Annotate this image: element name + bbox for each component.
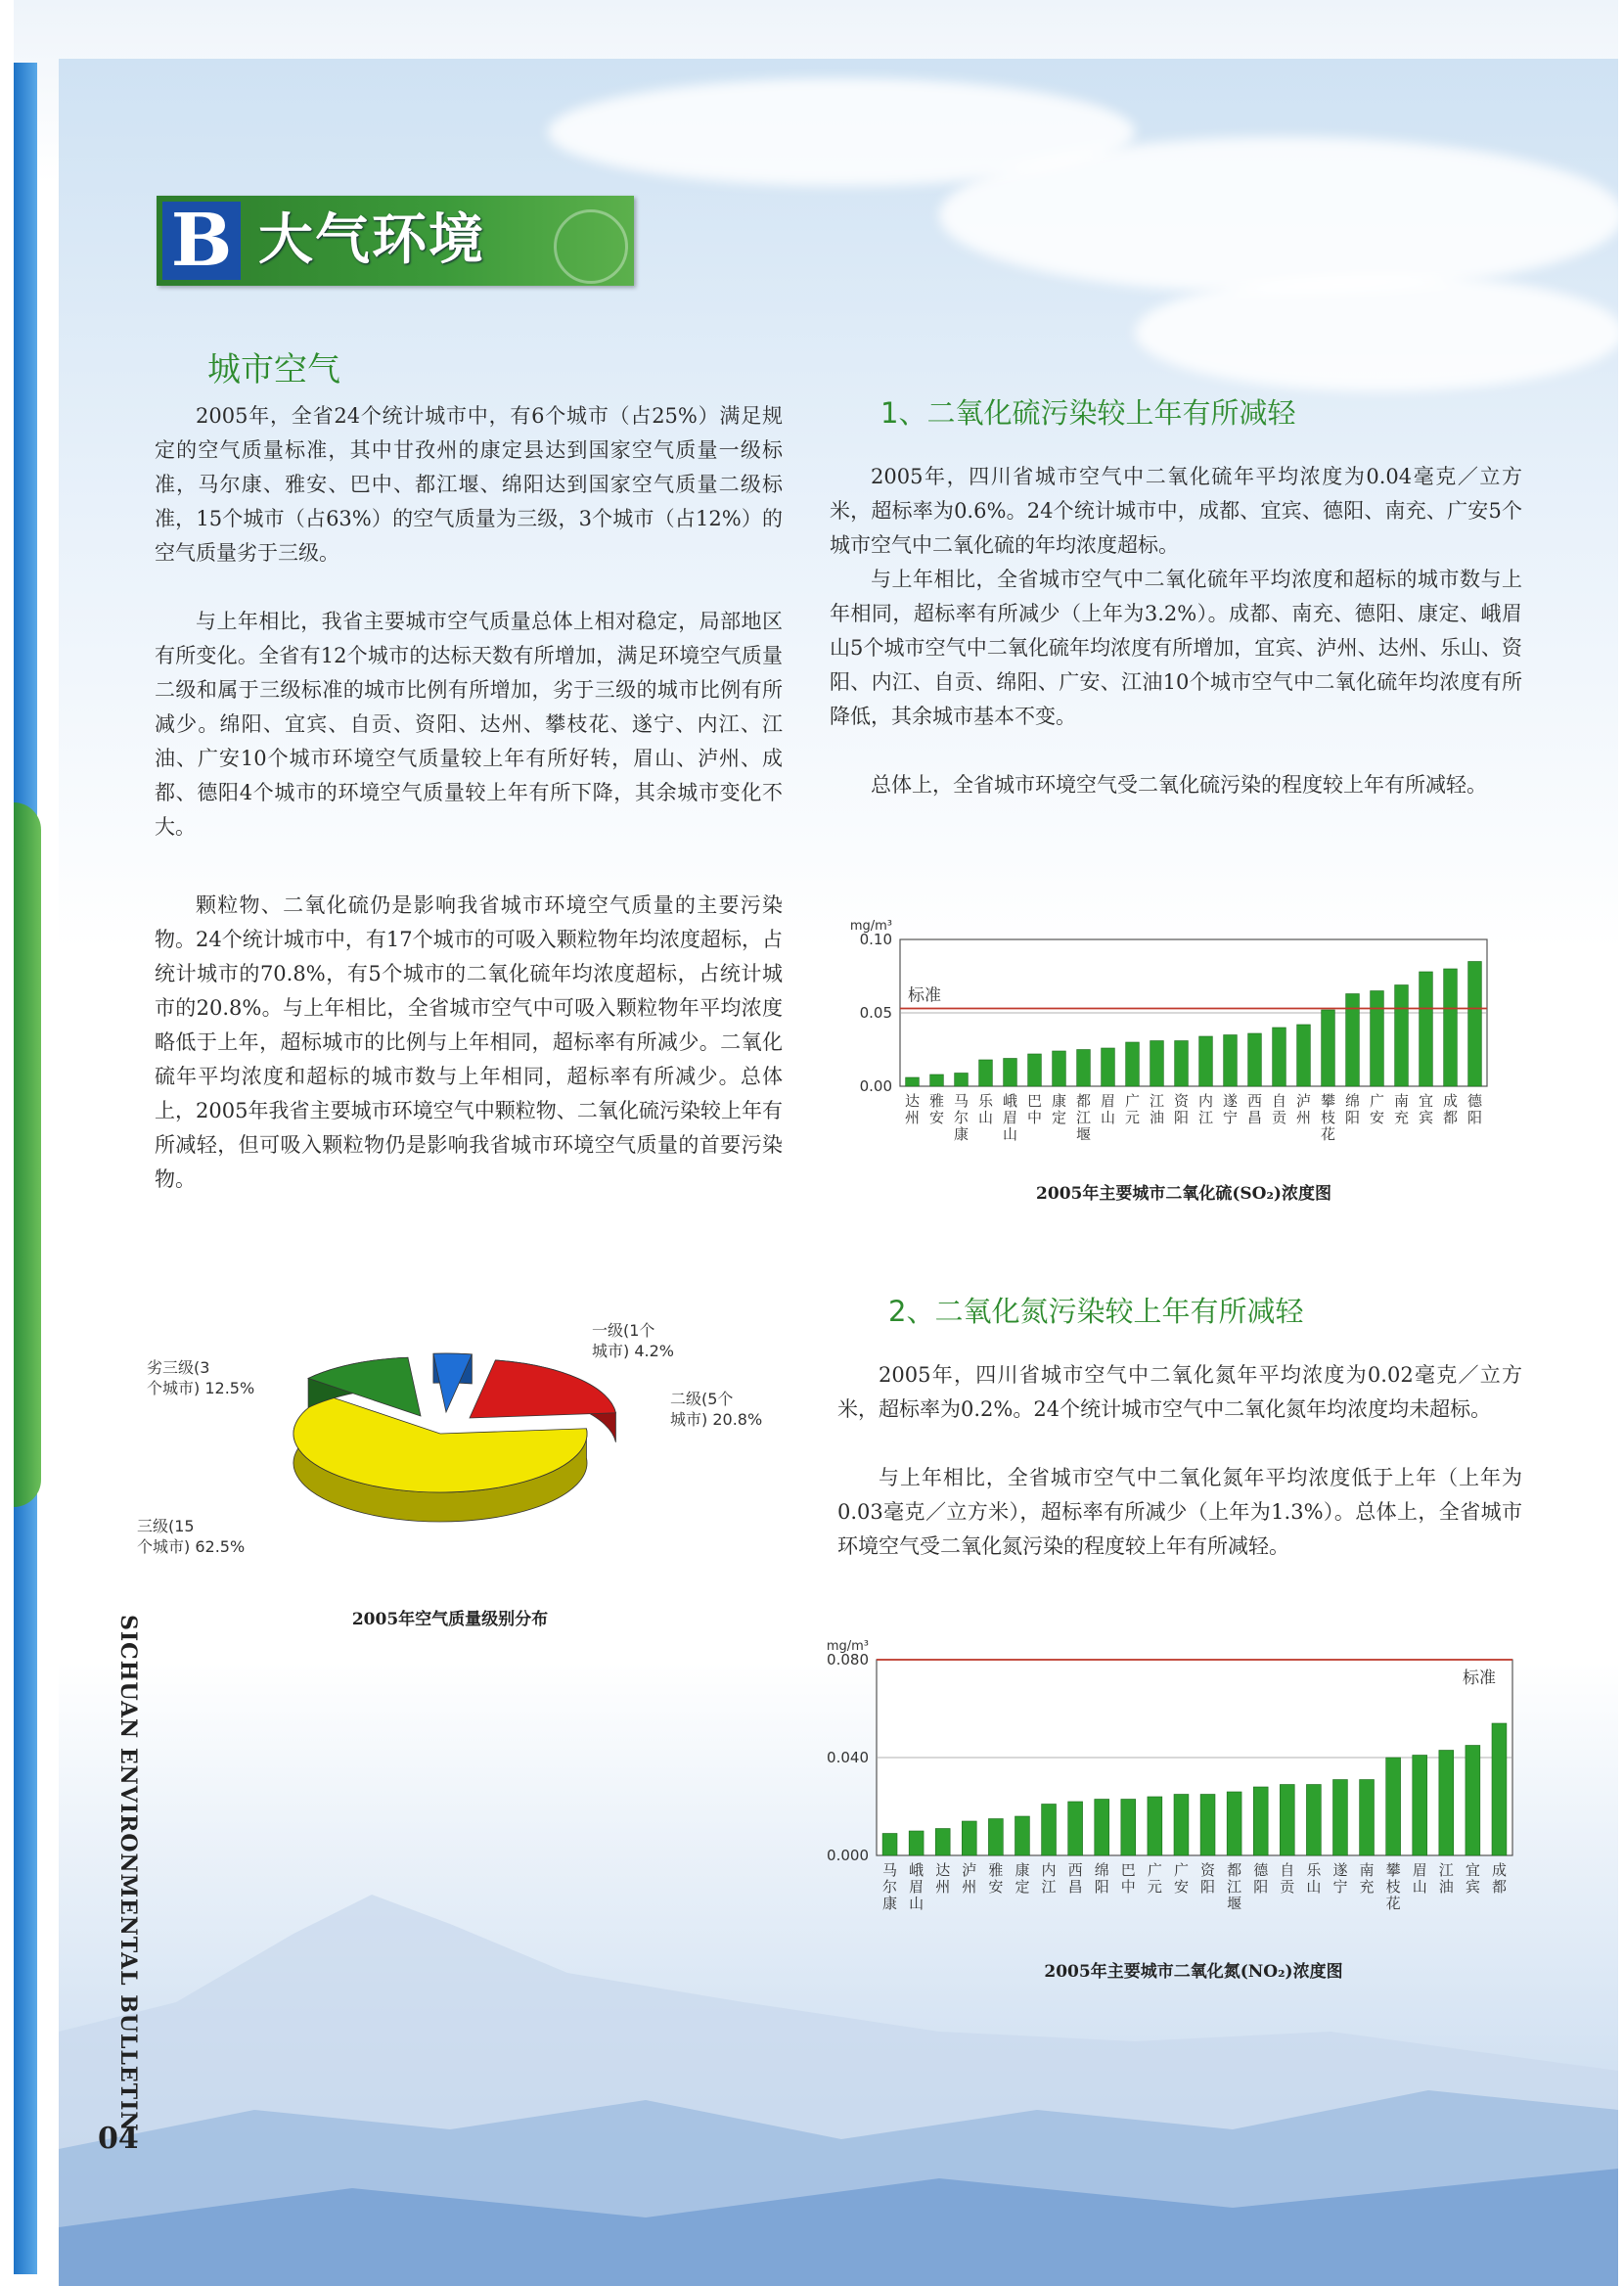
x-tick-label: 宁 <box>1332 1878 1348 1896</box>
bar <box>988 1819 1003 1856</box>
x-tick-label: 安 <box>988 1878 1004 1896</box>
x-tick-label: 南 <box>1359 1861 1375 1879</box>
x-tick-label: 峨 <box>1002 1092 1018 1110</box>
x-tick-label: 马 <box>882 1861 898 1879</box>
no2-paragraph-1: 2005年，四川省城市空气中二氧化氮年平均浓度为0.02毫克／立方米，超标率为0.2%。24个统计城市空气中二氧化氮年均浓度均未超标。 <box>837 1363 1522 1421</box>
x-tick-label: 达 <box>935 1861 951 1879</box>
x-tick-label: 山 <box>1412 1878 1427 1896</box>
x-tick-label: 雅 <box>988 1861 1004 1879</box>
x-tick-label: 江 <box>1438 1861 1454 1879</box>
bar <box>1306 1785 1321 1856</box>
bar <box>1150 1041 1164 1087</box>
x-tick-label: 广 <box>1147 1861 1162 1879</box>
bar <box>1004 1059 1017 1087</box>
x-tick-label: 都 <box>1442 1109 1459 1126</box>
bar <box>1199 1036 1213 1086</box>
bar <box>1174 1795 1189 1856</box>
pie-chart-caption: 2005年空气质量级别分布 <box>351 1610 549 1629</box>
bar <box>1297 1025 1311 1086</box>
bar <box>1444 969 1458 1086</box>
chapter-header <box>157 196 634 286</box>
page-number: 04 <box>98 2122 139 2156</box>
x-tick-label: 都 <box>1491 1878 1507 1896</box>
x-tick-label: 尔 <box>953 1109 970 1126</box>
x-tick-label: 眉 <box>909 1878 925 1896</box>
x-tick-label: 贡 <box>1280 1878 1295 1896</box>
so2-heading: 1、二氧化硫污染较上年有所减轻 <box>880 396 1296 430</box>
x-tick-label: 自 <box>1280 1861 1295 1879</box>
pie-slice-label: 城市) 20.8% <box>670 1410 763 1429</box>
x-tick-label: 都 <box>1075 1092 1092 1110</box>
x-tick-label: 内 <box>1041 1861 1057 1879</box>
x-tick-label: 成 <box>1491 1861 1507 1879</box>
x-tick-label: 宜 <box>1465 1861 1480 1879</box>
bar <box>1248 1033 1262 1086</box>
x-tick-label: 眉 <box>1100 1092 1116 1110</box>
bar <box>1102 1048 1115 1086</box>
bar <box>1322 1010 1335 1086</box>
x-tick-label: 康 <box>882 1895 898 1912</box>
so2-chart-caption: 2005年主要城市二氧化硫(SO₂)浓度图 <box>1036 1184 1331 1204</box>
x-tick-label: 州 <box>904 1109 921 1126</box>
chapter-title: 大气环境 <box>258 208 485 272</box>
x-tick-label: 阳 <box>1200 1878 1216 1896</box>
bar <box>1015 1816 1030 1855</box>
x-tick-label: 花 <box>1385 1895 1401 1912</box>
bar <box>906 1077 920 1086</box>
pie-slice-label: 城市) 4.2% <box>592 1342 674 1360</box>
bar <box>1333 1780 1348 1856</box>
left-paragraph-2: 与上年相比，我省主要城市空气质量总体上相对稳定，局部地区有所变化。全省有12个城市的达标天数有所增加，满足环境空气质量二级和属于三级标准的城市比例有所增加，劣于三级的城市比例有所减少。绵阳、宜宾、自贡、资阳、达州、攀枝花、遂宁、内江、江油、广安10个城市环境空气质量较上年有所好转，眉山、泸州、成都、德阳4个城市的环境空气质量较上年有所下降，其余城市变化不大。 <box>155 610 783 839</box>
x-tick-label: 攀 <box>1385 1861 1401 1879</box>
x-tick-label: 昌 <box>1246 1109 1263 1126</box>
x-tick-label: 广 <box>1124 1092 1141 1110</box>
bar <box>1227 1792 1241 1855</box>
left-paragraph-3: 颗粒物、二氧化硫仍是影响我省城市环境空气质量的主要污染物。24个统计城市中，有17个城市的可吸入颗粒物年均浓度超标，占统计城市的70.8%，有5个城市的二氧化硫年均浓度超标，占统计城市的20.8%。与上年相比，全省城市空气中可吸入颗粒物年平均浓度略低于上年，超标城市的比例与上年相同，超标率有所减少。二氧化硫年平均浓度和超标的城市数与上年相同，超标率有所减少。总体上，2005年我省主要城市环境空气中颗粒物、二氧化硫污染较上年有所减轻，但可吸入颗粒物仍是影响我省城市环境空气质量的首要污染物。 <box>155 893 783 1191</box>
x-tick-label: 眉 <box>1412 1861 1427 1879</box>
bar <box>930 1074 944 1086</box>
bar <box>955 1074 969 1087</box>
y-tick-label: 0.00 <box>859 1077 892 1095</box>
x-tick-label: 康 <box>1015 1861 1030 1879</box>
so2-paragraph-1: 2005年，四川省城市空气中二氧化硫年平均浓度为0.04毫克／立方米，超标率为0.6%。24个统计城市中，成都、宜宾、德阳、南充、广安5个城市空气中二氧化硫的年均浓度超标。 <box>830 465 1522 557</box>
x-tick-label: 广 <box>1369 1092 1385 1110</box>
x-tick-label: 阳 <box>1466 1109 1483 1126</box>
bar <box>1466 1746 1480 1856</box>
bar <box>1439 1751 1454 1856</box>
pie-slice-label: 劣三级(3 <box>147 1358 210 1377</box>
x-tick-label: 江 <box>1149 1092 1165 1110</box>
y-tick-label: 0.040 <box>827 1749 869 1766</box>
x-tick-label: 元 <box>1147 1878 1162 1896</box>
y-unit-label: mg/m³ <box>826 1639 869 1654</box>
bar <box>1095 1800 1109 1856</box>
section-title: 城市空气 <box>207 350 340 389</box>
x-tick-label: 广 <box>1173 1861 1189 1879</box>
x-tick-label: 宜 <box>1418 1092 1434 1110</box>
bar <box>1068 1802 1083 1855</box>
x-tick-label: 州 <box>1295 1109 1312 1126</box>
bar <box>882 1834 897 1856</box>
pie-slice-group <box>433 1353 472 1412</box>
bar <box>962 1821 976 1855</box>
bar <box>1042 1805 1057 1856</box>
x-tick-label: 峨 <box>909 1861 925 1879</box>
x-tick-label: 山 <box>977 1109 994 1126</box>
y-tick-label: 0.080 <box>827 1651 869 1669</box>
x-tick-label: 巴 <box>1120 1861 1136 1879</box>
x-tick-label: 阳 <box>1173 1109 1190 1126</box>
bar <box>1224 1035 1238 1087</box>
x-tick-label: 花 <box>1320 1125 1336 1143</box>
x-tick-label: 德 <box>1466 1092 1483 1110</box>
x-tick-label: 阳 <box>1253 1878 1269 1896</box>
x-tick-label: 马 <box>953 1092 970 1110</box>
y-tick-label: 0.05 <box>859 1004 892 1022</box>
standard-label: 标准 <box>1463 1669 1496 1688</box>
x-tick-label: 遂 <box>1332 1861 1348 1879</box>
so2-paragraph-3: 总体上，全省城市环境空气受二氧化硫污染的程度较上年有所减轻。 <box>871 773 1487 797</box>
x-tick-label: 康 <box>1051 1092 1067 1110</box>
x-tick-label: 贡 <box>1271 1109 1287 1126</box>
side-running-title: SICHUAN ENVIRONMENTAL BULLETIN <box>115 1615 141 2132</box>
y-unit-label: mg/m³ <box>849 919 892 934</box>
x-tick-label: 堰 <box>1227 1895 1242 1912</box>
chapter-letter: B <box>162 202 241 280</box>
bar <box>1273 1028 1286 1086</box>
so2-bar-chart <box>832 900 1516 1184</box>
bar <box>1395 985 1409 1087</box>
y-tick-label: 0.000 <box>827 1847 869 1864</box>
x-tick-label: 资 <box>1173 1092 1190 1110</box>
x-tick-label: 充 <box>1393 1109 1410 1126</box>
x-tick-label: 充 <box>1359 1878 1375 1896</box>
bar <box>1028 1054 1042 1086</box>
standard-label: 标准 <box>908 985 941 1006</box>
x-tick-label: 西 <box>1067 1861 1083 1879</box>
bar <box>1468 962 1482 1087</box>
x-tick-label: 乐 <box>977 1092 994 1110</box>
bar <box>1386 1758 1401 1855</box>
x-tick-label: 内 <box>1197 1092 1214 1110</box>
x-tick-label: 山 <box>1100 1109 1116 1126</box>
x-tick-label: 西 <box>1246 1092 1263 1110</box>
left-paragraph-1: 2005年，全省24个统计城市中，有6个城市（占25%）满足规定的空气质量标准，其中甘孜州的康定县达到国家空气质量一级标准，马尔康、雅安、巴中、都江堰、绵阳达到国家空气质量二级标准，15个城市（占63%）的空气质量为三级，3个城市（占12%）的空气质量劣于三级。 <box>155 404 783 565</box>
x-tick-label: 昌 <box>1067 1878 1083 1896</box>
x-tick-label: 遂 <box>1222 1092 1239 1110</box>
bar <box>1121 1800 1136 1856</box>
x-tick-label: 元 <box>1124 1109 1141 1126</box>
y-tick-label: 0.10 <box>859 931 892 948</box>
x-tick-label: 宾 <box>1418 1109 1434 1126</box>
x-tick-label: 尔 <box>882 1878 898 1896</box>
so2-paragraph-2: 与上年相比，全省城市空气中二氧化硫年平均浓度和超标的城市数与上年相同，超标率有所减少（上年为3.2%）。成都、南充、德阳、康定、峨眉山5个城市空气中二氧化硫年均浓度有所增加，宜宾、泸州、达州、乐山、资阳、内江、自贡、绵阳、广安、江油10个城市空气中二氧化硫年均浓度有所降低，其余城市基本不变。 <box>830 568 1522 728</box>
x-tick-label: 雅 <box>928 1092 945 1110</box>
x-tick-label: 眉 <box>1002 1109 1018 1126</box>
bar <box>1371 991 1384 1087</box>
x-tick-label: 成 <box>1442 1092 1459 1110</box>
x-tick-label: 绵 <box>1344 1092 1361 1110</box>
x-tick-label: 枝 <box>1320 1109 1336 1126</box>
x-tick-label: 山 <box>1306 1878 1322 1896</box>
quality-pie-chart <box>137 1306 812 1580</box>
x-tick-label: 巴 <box>1026 1092 1043 1110</box>
pie-slice-label: 个城市) 62.5% <box>137 1537 246 1556</box>
x-tick-label: 定 <box>1051 1109 1067 1126</box>
x-tick-label: 山 <box>909 1895 925 1912</box>
bar <box>1413 1756 1427 1856</box>
bar <box>1077 1050 1091 1087</box>
x-tick-label: 州 <box>935 1878 951 1896</box>
bar <box>1280 1785 1294 1856</box>
x-tick-label: 南 <box>1393 1092 1410 1110</box>
pie-slice-label: 二级(5个 <box>670 1390 734 1408</box>
bar <box>909 1831 924 1855</box>
x-tick-label: 德 <box>1253 1861 1269 1879</box>
pie-slice-label: 一级(1个 <box>592 1321 655 1340</box>
bar <box>1126 1042 1140 1086</box>
x-tick-label: 都 <box>1227 1861 1242 1879</box>
bar <box>979 1060 993 1086</box>
x-tick-label: 油 <box>1149 1109 1165 1126</box>
x-tick-label: 中 <box>1120 1878 1136 1896</box>
x-tick-label: 攀 <box>1320 1092 1336 1110</box>
x-tick-label: 江 <box>1227 1878 1242 1896</box>
no2-paragraph-2: 与上年相比，全省城市空气中二氧化氮年平均浓度低于上年（上年为0.03毫克／立方米），超标率有所减少（上年为1.3%）。总体上，全省城市环境空气受二氧化氮污染的程度较上年有所减轻。 <box>837 1466 1522 1558</box>
globe-icon <box>554 209 628 284</box>
x-tick-label: 枝 <box>1385 1878 1401 1896</box>
x-tick-label: 宁 <box>1222 1109 1239 1126</box>
x-tick-label: 达 <box>904 1092 921 1110</box>
left-green-accent <box>14 802 41 1507</box>
x-tick-label: 资 <box>1200 1861 1216 1879</box>
x-tick-label: 安 <box>1173 1878 1189 1896</box>
x-tick-label: 安 <box>928 1109 945 1126</box>
bar <box>1253 1787 1268 1855</box>
pie-slice-label: 个城市) 12.5% <box>147 1379 255 1397</box>
no2-bar-chart <box>822 1639 1526 1955</box>
x-tick-label: 山 <box>1002 1125 1018 1143</box>
x-tick-label: 定 <box>1015 1878 1030 1896</box>
no2-chart-caption: 2005年主要城市二氧化氮(NO₂)浓度图 <box>1044 1962 1343 1982</box>
x-tick-label: 安 <box>1369 1109 1385 1126</box>
x-tick-label: 江 <box>1197 1109 1214 1126</box>
pie-slice-label: 三级(15 <box>137 1517 195 1535</box>
x-tick-label: 绵 <box>1094 1861 1109 1879</box>
x-tick-label: 堰 <box>1075 1125 1092 1143</box>
x-tick-label: 康 <box>953 1125 970 1143</box>
bar <box>1492 1723 1507 1855</box>
x-tick-label: 江 <box>1075 1109 1092 1126</box>
bar <box>935 1829 950 1856</box>
bar <box>1420 972 1433 1086</box>
x-tick-label: 油 <box>1438 1878 1454 1896</box>
bar <box>1053 1051 1066 1086</box>
x-tick-label: 泸 <box>962 1861 977 1879</box>
x-tick-label: 江 <box>1041 1878 1057 1896</box>
bar <box>1360 1780 1375 1856</box>
x-tick-label: 宾 <box>1465 1878 1480 1896</box>
x-tick-label: 泸 <box>1295 1092 1312 1110</box>
bar <box>1148 1797 1162 1855</box>
no2-heading: 2、二氧化氮污染较上年有所减轻 <box>888 1295 1304 1328</box>
pie-slice <box>470 1360 615 1418</box>
x-tick-label: 乐 <box>1306 1861 1322 1879</box>
x-tick-label: 州 <box>962 1878 977 1896</box>
x-tick-label: 自 <box>1271 1092 1287 1110</box>
bar <box>1200 1795 1215 1856</box>
x-tick-label: 阳 <box>1094 1878 1109 1896</box>
x-tick-label: 中 <box>1026 1109 1043 1126</box>
bar <box>1175 1041 1189 1087</box>
x-tick-label: 阳 <box>1344 1109 1361 1126</box>
